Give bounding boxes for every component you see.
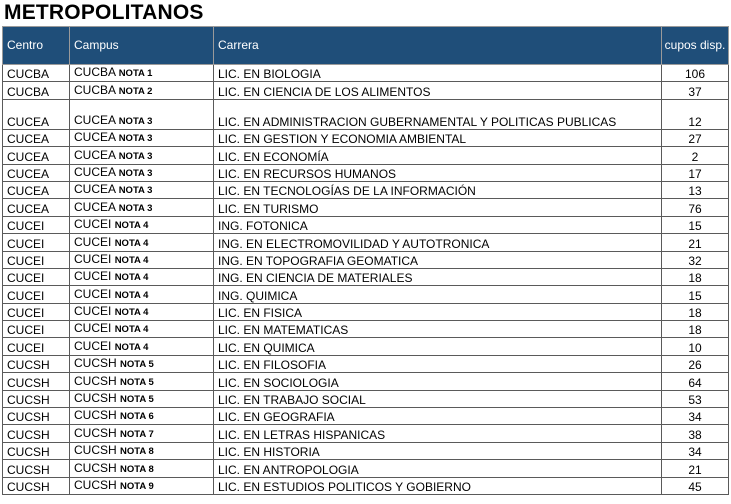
centro-cell: CUCSH xyxy=(3,373,70,390)
table-row xyxy=(3,234,729,251)
carrera-cell: LIC. EN RECURSOS HUMANOS xyxy=(214,164,662,181)
nota-label: NOTA 3 xyxy=(118,133,153,145)
campus-name: CUCEI xyxy=(74,338,112,353)
centro-cell: CUCSH xyxy=(3,460,70,477)
cupos-cell: 15 xyxy=(662,286,729,303)
campus-cell xyxy=(70,321,214,338)
centro-cell: CUCSH xyxy=(3,408,70,425)
carrera-cell: LIC. EN ECONOMÍA xyxy=(214,147,662,164)
carrera-cell: LIC. EN ANTROPOLOGIA xyxy=(214,460,662,477)
table-row xyxy=(3,338,729,355)
campus-name: CUCEI xyxy=(74,304,112,319)
table-row xyxy=(3,303,729,320)
campus-name: CUCEA xyxy=(74,182,116,197)
centro-cell: CUCEA xyxy=(3,147,70,164)
centro-cell: CUCEI xyxy=(3,338,70,355)
nota-label: NOTA 5 xyxy=(120,394,154,406)
campus-cell xyxy=(70,355,214,372)
table-row xyxy=(3,82,729,99)
cupos-cell: 18 xyxy=(662,303,729,320)
nota-label: NOTA 1 xyxy=(118,68,153,80)
campus-cell xyxy=(70,477,214,494)
table-row xyxy=(3,181,729,198)
table-row xyxy=(3,216,729,233)
table-row xyxy=(3,129,729,146)
campus-cell xyxy=(70,234,214,251)
carrera-cell: LIC. EN BIOLOGIA xyxy=(214,65,662,82)
table-row xyxy=(3,199,729,216)
campus-name: CUCSH xyxy=(74,356,117,371)
campus-cell xyxy=(70,216,214,233)
carrera-cell: LIC. EN FISICA xyxy=(214,303,662,320)
carrera-cell: ING. EN CIENCIA DE MATERIALES xyxy=(214,268,662,285)
campus-cell xyxy=(70,373,214,390)
centro-cell: CUCSH xyxy=(3,355,70,372)
centro-cell: CUCSH xyxy=(3,390,70,407)
centro-cell: CUCEA xyxy=(3,129,70,146)
carrera-cell: LIC. EN MATEMATICAS xyxy=(214,321,662,338)
carrera-cell: LIC. EN TECNOLOGÍAS DE LA INFORMACIÓN xyxy=(214,181,662,198)
nota-label: NOTA 5 xyxy=(120,359,154,371)
campus-cell xyxy=(70,82,214,99)
nota-label: NOTA 6 xyxy=(120,411,154,423)
nota-label: NOTA 4 xyxy=(114,272,149,284)
table-row xyxy=(3,442,729,459)
cupos-cell: 34 xyxy=(662,408,729,425)
campus-cell xyxy=(70,99,214,129)
centro-cell: CUCEI xyxy=(3,234,70,251)
carrera-cell: LIC. EN TURISMO xyxy=(214,199,662,216)
nota-label: NOTA 3 xyxy=(118,167,153,179)
campus-name: CUCSH xyxy=(74,460,117,475)
cupos-cell: 37 xyxy=(662,82,729,99)
carrera-cell: LIC. EN SOCIOLOGIA xyxy=(214,373,662,390)
header-row xyxy=(3,27,729,65)
campus-name: CUCBA xyxy=(74,82,116,97)
table-body xyxy=(3,65,729,495)
cupos-cell: 38 xyxy=(662,425,729,442)
centro-cell: CUCSH xyxy=(3,442,70,459)
table-row xyxy=(3,390,729,407)
carrera-cell: LIC. EN GEOGRAFIA xyxy=(214,408,662,425)
campus-name: CUCBA xyxy=(74,65,116,80)
centro-cell: CUCSH xyxy=(3,477,70,494)
campus-cell xyxy=(70,338,214,355)
campus-cell xyxy=(70,147,214,164)
cupos-cell: 18 xyxy=(662,268,729,285)
campus-name: CUCEA xyxy=(74,112,116,127)
table-row xyxy=(3,321,729,338)
table-row xyxy=(3,99,729,129)
carrera-cell: LIC. EN ESTUDIOS POLITICOS Y GOBIERNO xyxy=(214,477,662,494)
centro-cell: CUCEA xyxy=(3,199,70,216)
cupos-cell: 76 xyxy=(662,199,729,216)
campus-name: CUCEI xyxy=(74,286,112,301)
carrera-cell: LIC. EN CIENCIA DE LOS ALIMENTOS xyxy=(214,82,662,99)
campus-name: CUCEI xyxy=(74,234,112,249)
centro-cell: CUCBA xyxy=(3,65,70,82)
table-row xyxy=(3,65,729,82)
campus-cell xyxy=(70,460,214,477)
campus-name: CUCSH xyxy=(74,443,117,458)
carrera-cell: ING. FOTONICA xyxy=(214,216,662,233)
carrera-cell: ING. QUIMICA xyxy=(214,286,662,303)
cupos-cell: 10 xyxy=(662,338,729,355)
campus-cell xyxy=(70,286,214,303)
campus-cell xyxy=(70,303,214,320)
nota-label: NOTA 9 xyxy=(120,480,154,492)
table-row xyxy=(3,147,729,164)
campus-name: CUCSH xyxy=(74,373,117,388)
campus-cell xyxy=(70,268,214,285)
campus-cell xyxy=(70,129,214,146)
campus-cell xyxy=(70,181,214,198)
centro-cell: CUCEI xyxy=(3,251,70,268)
table-row xyxy=(3,460,729,477)
nota-label: NOTA 3 xyxy=(118,150,153,162)
campus-name: CUCEA xyxy=(74,199,116,214)
carrera-cell: LIC. EN HISTORIA xyxy=(214,442,662,459)
table-row xyxy=(3,425,729,442)
carrera-cell: LIC. EN ADMINISTRACION GUBERNAMENTAL Y POLITICAS PUBLICAS xyxy=(214,99,662,129)
carrera-cell: ING. EN ELECTROMOVILIDAD Y AUTOTRONICA xyxy=(214,234,662,251)
campus-cell xyxy=(70,408,214,425)
header-campus: Campus xyxy=(70,27,214,65)
nota-label: NOTA 3 xyxy=(118,185,153,197)
nota-label: NOTA 3 xyxy=(118,202,153,214)
nota-label: NOTA 4 xyxy=(114,237,149,249)
centro-cell: CUCEA xyxy=(3,164,70,181)
carrera-cell: LIC. EN QUIMICA xyxy=(214,338,662,355)
centro-cell: CUCEA xyxy=(3,99,70,129)
nota-label: NOTA 3 xyxy=(118,115,153,127)
nota-label: NOTA 2 xyxy=(118,85,153,97)
campus-name: CUCEA xyxy=(74,147,116,162)
carrera-cell: LIC. EN FILOSOFIA xyxy=(214,355,662,372)
cupos-cell: 27 xyxy=(662,129,729,146)
table-row xyxy=(3,251,729,268)
campus-cell xyxy=(70,425,214,442)
page-title: METROPOLITANOS xyxy=(4,1,204,24)
campus-cell xyxy=(70,164,214,181)
cupos-cell: 15 xyxy=(662,216,729,233)
centro-cell: CUCEI xyxy=(3,303,70,320)
nota-label: NOTA 4 xyxy=(114,289,149,301)
table-row xyxy=(3,268,729,285)
nota-label: NOTA 7 xyxy=(120,428,154,440)
centro-cell: CUCEI xyxy=(3,268,70,285)
cupos-cell: 53 xyxy=(662,390,729,407)
centro-cell: CUCSH xyxy=(3,425,70,442)
campus-cell xyxy=(70,65,214,82)
cupos-cell: 17 xyxy=(662,164,729,181)
cupos-cell: 12 xyxy=(662,99,729,129)
header-centro: Centro xyxy=(3,27,70,65)
nota-label: NOTA 4 xyxy=(114,341,149,353)
centro-cell: CUCEA xyxy=(3,181,70,198)
table-row xyxy=(3,373,729,390)
header-carrera: Carrera xyxy=(214,27,662,65)
campus-name: CUCSH xyxy=(74,408,117,423)
cupos-cell: 2 xyxy=(662,147,729,164)
cupos-cell: 13 xyxy=(662,181,729,198)
cupos-cell: 32 xyxy=(662,251,729,268)
nota-label: NOTA 4 xyxy=(114,324,149,336)
cupos-cell: 45 xyxy=(662,477,729,494)
cupos-cell: 106 xyxy=(662,65,729,82)
campus-cell xyxy=(70,390,214,407)
table-row xyxy=(3,286,729,303)
centro-cell: CUCEI xyxy=(3,286,70,303)
nota-label: NOTA 8 xyxy=(120,463,154,475)
campus-name: CUCEA xyxy=(74,130,116,145)
cupos-cell: 18 xyxy=(662,321,729,338)
nota-label: NOTA 4 xyxy=(114,307,149,319)
cupos-cell: 21 xyxy=(662,460,729,477)
centro-cell: CUCEI xyxy=(3,321,70,338)
cupos-cell: 21 xyxy=(662,234,729,251)
carrera-cell: LIC. EN TRABAJO SOCIAL xyxy=(214,390,662,407)
nota-label: NOTA 5 xyxy=(120,376,154,388)
centro-cell: CUCEI xyxy=(3,216,70,233)
campus-name: CUCSH xyxy=(74,391,117,406)
campus-name: CUCEI xyxy=(74,251,112,266)
campus-name: CUCSH xyxy=(74,425,117,440)
nota-label: NOTA 8 xyxy=(120,446,154,458)
cupos-cell: 26 xyxy=(662,355,729,372)
header-cupos: cupos disp. xyxy=(662,27,729,65)
nota-label: NOTA 4 xyxy=(114,254,149,266)
table-row xyxy=(3,355,729,372)
carrera-cell: LIC. EN LETRAS HISPANICAS xyxy=(214,425,662,442)
cupos-table xyxy=(2,26,729,495)
centro-cell: CUCBA xyxy=(3,82,70,99)
campus-name: CUCEI xyxy=(74,269,112,284)
table-row xyxy=(3,477,729,494)
table-row xyxy=(3,408,729,425)
campus-cell xyxy=(70,251,214,268)
campus-cell xyxy=(70,199,214,216)
campus-name: CUCEA xyxy=(74,164,116,179)
table-row xyxy=(3,164,729,181)
carrera-cell: LIC. EN GESTION Y ECONOMIA AMBIENTAL xyxy=(214,129,662,146)
campus-name: CUCEI xyxy=(74,217,112,232)
nota-label: NOTA 4 xyxy=(114,220,149,232)
cupos-cell: 34 xyxy=(662,442,729,459)
campus-name: CUCEI xyxy=(74,321,112,336)
carrera-cell: ING. EN TOPOGRAFIA GEOMATICA xyxy=(214,251,662,268)
campus-name: CUCSH xyxy=(74,477,117,492)
campus-cell xyxy=(70,442,214,459)
cupos-cell: 64 xyxy=(662,373,729,390)
